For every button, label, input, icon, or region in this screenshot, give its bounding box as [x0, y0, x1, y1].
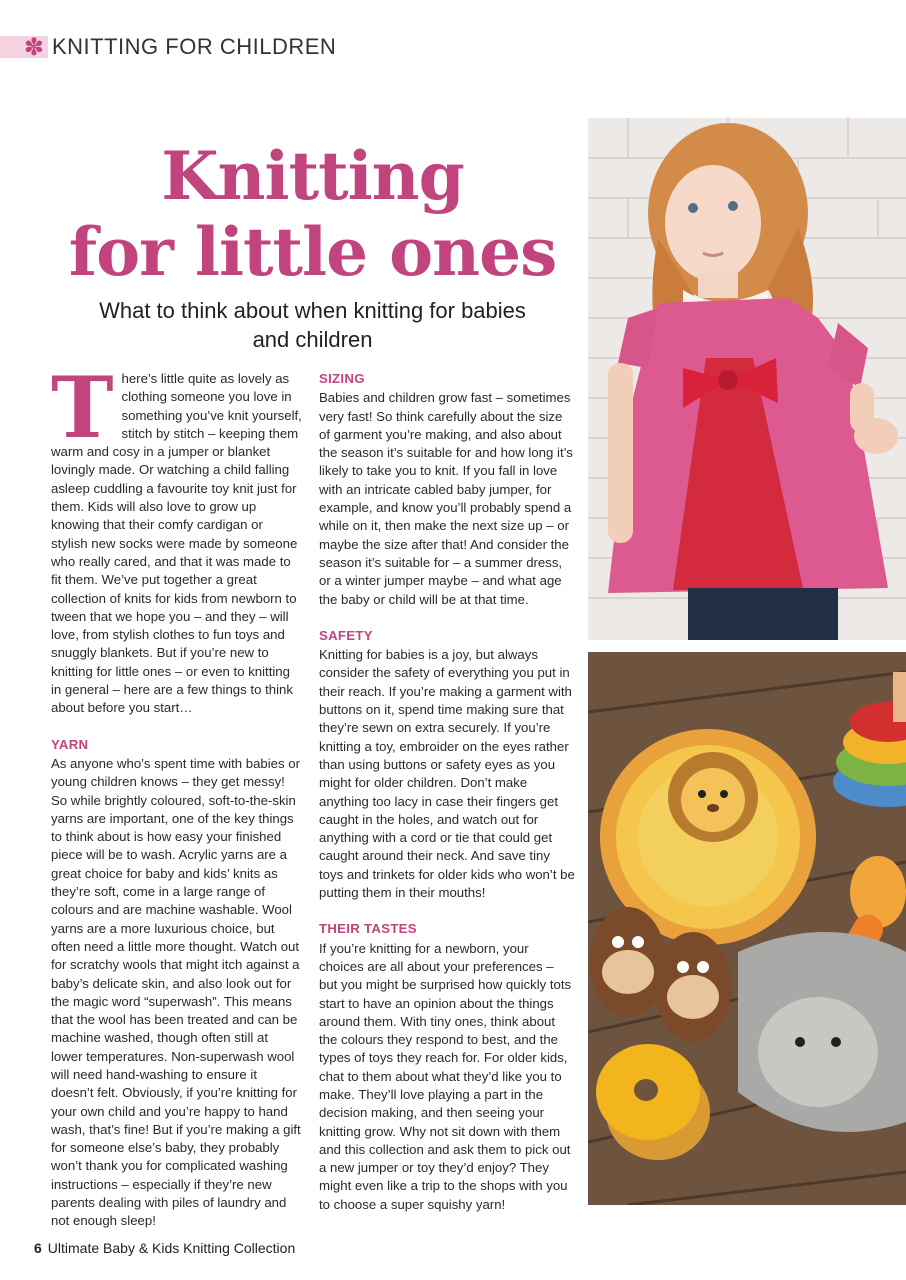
headline	[40, 138, 585, 290]
intro-paragraph	[51, 358, 303, 718]
publication-name: Ultimate Baby & Kids Knitting Collection	[47, 1240, 296, 1256]
girl-photo-illustration	[588, 118, 906, 640]
standfirst: What to think about when knitting for babies and children	[99, 298, 526, 352]
sizing-heading: SIZING	[319, 371, 365, 386]
tastes-heading: THEIR TASTES	[319, 921, 417, 937]
tastes-text: If you’re knitting for a newborn, your choices are all about your preferences – but you might be surprised how quickly tots start to have an opinion about the things around them. With tiny ones, think about the colours they respond to best, and the types of toys they reach for. For older kids, chat to them about what they’d like you to make. They’ll love playing a part in the decision making, and then seeing your knitting grow. Why not sit down with them and this collection and ask them to pick out a new jumper or toy they’d enjoy? They might even like a trip to the shops with you to choose a super squishy yarn!	[319, 940, 572, 1212]
article-column-right	[319, 370, 575, 1214]
asterisk-flower-icon: ✽	[23, 33, 44, 61]
section-tab	[0, 33, 48, 61]
headline-line-2: for little ones	[68, 213, 557, 291]
yarn-text: As anyone who’s spent time with babies or young children knows – they get messy! So while brightly coloured, soft-to-the-skin yarns are important, one of the key things to think about is how easy your finished piece will be to wash. Acrylic yarns are a great choice for baby and kids’ knits as they’re soft, come in a large range of colours and are machine washable. Wool yarns are a more luxurious choice, but often need a little more thought. Watch out for scratchy wools that might itch against a baby’s delicate skin, and also look out for the magic word “superwash”. This means that the wool has been treated and can be machine washed, though often still at lower temperatures. Non-superwash wool will need hand-washing to ensure it doesn’t felt. Obviously, if you’re knitting for your own child and you’re happy to hand wash, that’s fine! But if you’re making a gift for someone else’s baby, they probably won’t thank you for complicated washing instructions – especially if they’re new parents dealing with piles of laundry and not enough sleep!	[51, 755, 301, 1229]
safety-text: Knitting for babies is a joy, but always consider the safety of everything you put in their reach. If you’re making a garment with buttons on it, spend time making sure that they’re sewn on extra securely. If you’re knitting a toy, embroider on the eyes rather than using buttons or safety eyes as you might for older children. Don’t make anything too lacy in case their fingers get caught in the holes, and watch out for anything with a cord or tie that could get caught around their neck. And save tiny toys and trinkets for older kids who won’t be putting them in their mouths!	[319, 647, 575, 901]
intro-text: here’s little quite as lovely as clothing someone you love in something you’ve knit yourself, stitch by stitch – keeping them warm and cosy in a jumper or blanket lovingly made. Or watching a child falling asleep cuddling a favourite toy knit just for them. Kids will also love to grow up knowing that their comfy cardigan or stylish new socks were made by someone who really cared, and that it was made to fit them. We’ve put together a great collection of knits for kids from newborn to tween that we hope you – and they – will love, from stylish clothes to fun toys and snuggly blankets. But if you’re new to knitting for little ones – or even to knitting in general – here are a few things to think about before you start…	[51, 371, 302, 716]
toys-photo-illustration	[588, 652, 906, 1205]
section-header	[0, 33, 336, 61]
photo-girl-pink-dress	[588, 118, 906, 640]
safety-heading: SAFETY	[319, 627, 373, 643]
page-footer	[34, 1240, 295, 1256]
section-title: KNITTING FOR CHILDREN	[52, 34, 337, 59]
yarn-heading: YARN	[51, 736, 89, 752]
page-number: 6	[34, 1240, 42, 1256]
headline-line-1: Knitting	[161, 137, 464, 215]
photo-knitted-toys	[588, 652, 906, 1205]
article-column-left	[51, 358, 303, 1231]
sizing-text: Babies and children grow fast – sometimes very fast! So think carefully about the size of garment you’re making, and also about the season it’s suitable for and how long it’s likely to take you to knit. If you fall in love with an intricate cabled baby jumper, for example, and know you’ll probably spend a while on it, then make the next size up – or maybe the size after that! And consider the season it’s suitable for – a summer dress, or a winter jumper maybe – and what age the baby or child will be at that time.	[319, 390, 573, 607]
drop-cap: T	[51, 358, 114, 457]
